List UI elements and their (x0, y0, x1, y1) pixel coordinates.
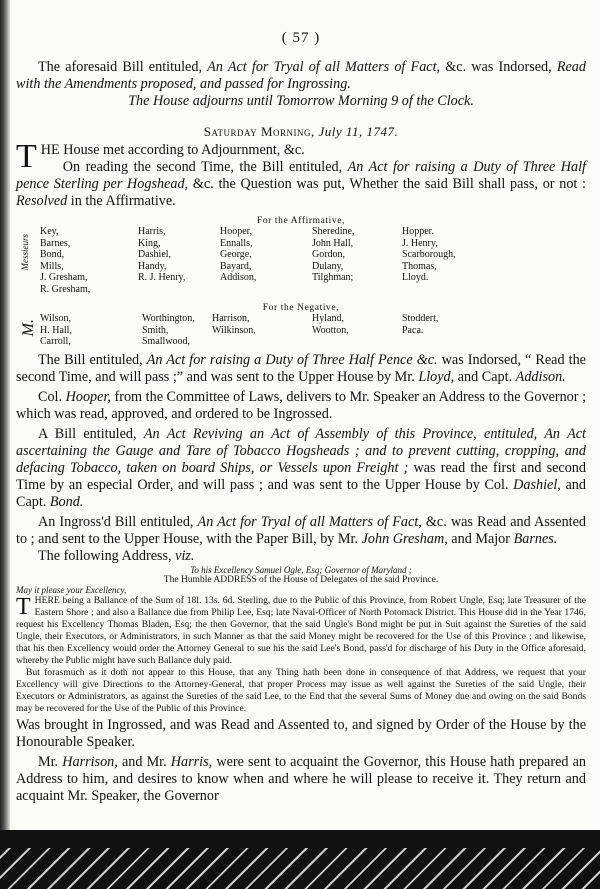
paragraph-tobacco-bill: A Bill entituled, An Act Reviving an Act of Assembly of this Province, entituled, An Act ascertaining the Gauge and Tare of Tobacco Hogsheads ; and to prevent cutting, cropping, and defacing Tobacco, taken on board Ships, or Vessels upon Freight ; was read the first and second Time by an especial Order, and will pass ; and was sent to the Upper House by Col. Dashiel, and Capt. Bond. (16, 425, 586, 510)
paragraph-duty-bill-indorsed: The Bill entituled, An Act for raising a Duty of Three Half Pence &c. was Indorsed, “ Read the second Time, and will pass ;” and was sent to the Upper House by Mr. Lloyd, and Capt. Addison. (16, 351, 586, 385)
member-name: J. Henry, (402, 237, 438, 249)
member-name: H. Hall, (40, 324, 72, 336)
member-name: King, (138, 237, 161, 249)
member-name: Hyland, (312, 313, 344, 324)
member-name: Stoddert, (402, 313, 439, 324)
adjournment-notice: The House adjourns until Tomorrow Morning 9 of the Clock. (128, 93, 474, 109)
negative-names-grid (40, 313, 586, 348)
affirmative-names-grid (40, 226, 586, 295)
member-name: Wilson, (40, 313, 71, 324)
negative-label: M. (20, 319, 37, 337)
affirmative-votes (16, 226, 586, 295)
member-name: Ennalls, (220, 237, 253, 249)
member-name: Harrison, (212, 313, 250, 324)
paragraph-ingrossed-bill: An Ingross'd Bill entituled, An Act for Tryal of all Matters of Fact, &c. was Read and Assented to ; and sent to the Upper House, with the Paper Bill, by Mr. John Gresham, and Major Barnes. (16, 513, 586, 547)
member-name: Mills, (40, 260, 64, 272)
member-name: George, (220, 249, 252, 260)
member-name: Smith, (142, 324, 169, 336)
member-name: Gordon, (312, 249, 346, 260)
page-binding-edge (0, 0, 10, 889)
negative-column (212, 313, 312, 348)
member-name: Scarborough, (402, 249, 456, 260)
paragraph-bill-indorsed: The aforesaid Bill entituled, An Act for Tryal of all Matters of Fact, &c. was Indorsed, Read with the Amendments proposed, and passed for Ingrossing. (16, 59, 586, 92)
affirmative-column (312, 226, 402, 295)
member-name: Barnes, (40, 237, 71, 249)
member-name: Hopper. (402, 226, 434, 237)
affirmative-heading: For the Affirmative, (256, 216, 346, 226)
member-name: Wootton, (312, 324, 349, 336)
member-name: Worthington, (142, 313, 195, 324)
negative-column (312, 313, 402, 348)
negative-column (40, 313, 142, 348)
negative-column (142, 313, 212, 348)
affirmative-label: Messieurs (20, 234, 30, 271)
address-title: The Humble ADDRESS of the House of Delegates of the said Province. (163, 574, 439, 585)
session-dateline: Saturday Morning, July 11, 1747. (203, 124, 399, 139)
member-name: R. Gresham, (40, 283, 91, 295)
drop-cap: T (16, 138, 37, 175)
member-name: Lloyd. (402, 272, 429, 283)
member-name: Dulany, (312, 260, 344, 272)
member-name: Paca. (402, 324, 424, 336)
scan-bottom-edge (0, 830, 600, 889)
member-name: Bayard, (220, 260, 252, 272)
member-name: Smallwood, (142, 336, 191, 347)
negative-votes (16, 313, 586, 348)
member-name: Tilghman; (312, 272, 354, 283)
address-drop-cap: T (16, 593, 31, 620)
member-name: Carroll, (40, 336, 71, 347)
address-body-first: THERE being a Ballance of the Sum of 18l. 13s. 6d. Sterling, due to the Public of this Province, from Robert Ungle, Esq; late Treasurer of the Eastern Shore ; and also a Ballance due from Philip Lee, Esq; late Naval-Officer of North Potomack District. This House did in the Year 1746, request his Excellency Thomas Bladen, Esq; the then Governor, that the said Ungle's Bond might be put in Suit against the Sureties of the said Ungle, their Executors, or Administrators, in such Manner as that the said Money might be recovered for the Use of this Province ; and likewise, that his then Excellency would order the Attorney General to sue his the said Lee's Bond, pass'd for discharge of his Duty in the Office aforesaid, whereby the Public might have such Ballance duly paid. (16, 593, 586, 666)
paragraph-duty-bill-question: On reading the second Time, the Bill entituled, An Act for raising a Duty of Three Half pence Sterling per Hogshead, &c. the Question was put, Whether the said Bill shall pass, or not : Resolved in the Affirmative. (16, 159, 587, 209)
page-content (16, 0, 586, 805)
affirmative-column (138, 226, 220, 295)
member-name: Bond, (40, 249, 65, 260)
member-name: Key, (40, 226, 59, 237)
member-name: Dashiel, (138, 249, 172, 260)
affirmative-column (40, 226, 138, 295)
negative-column (402, 313, 482, 348)
member-name: Hooper, (220, 226, 253, 237)
member-name: R. J. Henry, (138, 272, 186, 283)
member-name: Sheredine, (312, 226, 355, 237)
address-body-second: But forasmuch as it doth not appear to this House, that any Thing hath been done in consequence of that Address, we request that your Excellency will give Directions to the Attorney-General, that proper Process may issue as well against the Sureties of the said Ungle, their Executors or Administrators, as against the Sureties of the said Lee, to the End that the several Sums of Money due and owing on the said Bonds may be recovered for the Use of the Public of this Province. (16, 666, 586, 714)
member-name: Harris, (138, 226, 166, 237)
member-name: Handy, (138, 260, 167, 272)
paragraph-following-address: The following Address, viz. (38, 547, 195, 564)
negative-heading: For the Negative, (262, 303, 340, 313)
paragraph-committee-address: Col. Hooper, from the Committee of Laws, delivers to Mr. Speaker an Address to the Governor ; which was read, approved, and ordered to be Ingrossed. (16, 388, 587, 422)
member-name: Wilkinson, (212, 324, 256, 336)
member-name: J. Gresham, (40, 272, 88, 283)
address-recipient: To his Excellency Samuel Ogle, Esq; Governor of Maryland ; (190, 564, 412, 575)
page-number: ( 57 ) (281, 30, 321, 46)
house-met-paragraph: THE House met according to Adjournment, &c. (16, 138, 305, 175)
member-name: Thomas, (402, 260, 437, 272)
member-name: Addison, (220, 272, 257, 283)
scan-border-pattern (0, 848, 600, 889)
paragraph-acquaint-governor: Mr. Harrison, and Mr. Harris, were sent to acquaint the Governor, this House hath prepared an Address to him, and desires to know when and where he will please to receive it. They return and acquaint Mr. Speaker, the Governor (16, 753, 586, 804)
affirmative-column (402, 226, 498, 295)
paragraph-brought-in: Was brought in Ingrossed, and was Read and Assented to, and signed by Order of the House by the Honourable Speaker. (16, 716, 586, 750)
address-salutation: May it please your Excellency, (16, 584, 127, 595)
affirmative-column (220, 226, 312, 295)
member-name: John Hall, (312, 237, 354, 249)
